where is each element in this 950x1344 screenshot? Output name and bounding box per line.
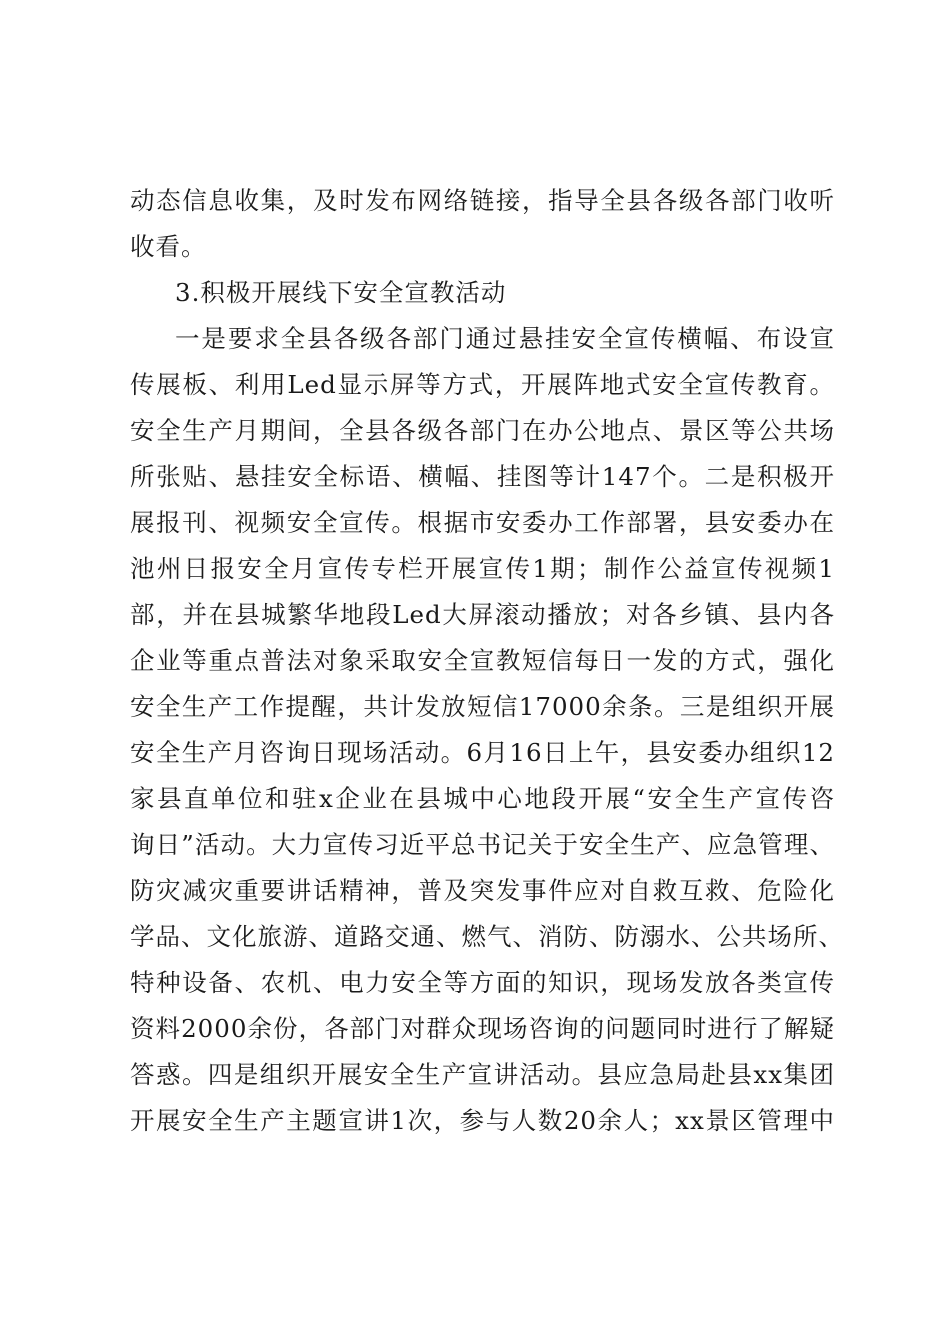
paragraph-line-5: 传展板、利用Led显示屏等方式，开展阵地式安全宣传教育。	[130, 370, 835, 399]
paragraph-line-20: 答惑。四是组织开展安全生产宣讲活动。县应急局赴县xx集团	[130, 1060, 835, 1089]
paragraph-line-10: 部，并在县城繁华地段Led大屏滚动播放；对各乡镇、县内各	[130, 600, 835, 629]
paragraph-line-9: 池州日报安全月宣传专栏开展宣传1期；制作公益宣传视频1	[130, 554, 835, 583]
paragraph-line-14: 家县直单位和驻x企业在县城中心地段开展“安全生产宣传咨	[130, 784, 835, 813]
paragraph-line-16: 防灾减灾重要讲话精神，普及突发事件应对自救互救、危险化	[130, 876, 835, 905]
paragraph-line-18: 特种设备、农机、电力安全等方面的知识，现场发放各类宣传	[130, 968, 835, 997]
paragraph-line-12: 安全生产工作提醒，共计发放短信17000余条。三是组织开展	[130, 692, 835, 721]
paragraph-line-2: 收看。	[130, 232, 207, 261]
paragraph-line-17: 学品、文化旅游、道路交通、燃气、消防、防溺水、公共场所、	[130, 922, 844, 951]
paragraph-line-8: 展报刊、视频安全宣传。根据市安委办工作部署，县安委办在	[130, 508, 835, 537]
section-heading: 3.积极开展线下安全宣教活动	[175, 278, 507, 307]
paragraph-line-13: 安全生产月咨询日现场活动。6月16日上午，县安委办组织12	[130, 738, 835, 767]
paragraph-line-6: 安全生产月期间，全县各级各部门在办公地点、景区等公共场	[130, 416, 835, 445]
paragraph-line-11: 企业等重点普法对象采取安全宣教短信每日一发的方式，强化	[130, 646, 835, 675]
paragraph-line-19: 资料2000余份，各部门对群众现场咨询的问题同时进行了解疑	[130, 1014, 835, 1043]
paragraph-line-1: 动态信息收集，及时发布网络链接，指导全县各级各部门收听	[130, 186, 835, 215]
paragraph-line-21: 开展安全生产主题宣讲1次，参与人数20余人；xx景区管理中	[130, 1106, 835, 1135]
paragraph-line-15: 询日”活动。大力宣传习近平总书记关于安全生产、应急管理、	[130, 830, 835, 859]
paragraph-line-7: 所张贴、悬挂安全标语、横幅、挂图等计147个。二是积极开	[130, 462, 835, 491]
paragraph-line-4: 一是要求全县各级各部门通过悬挂安全宣传横幅、布设宣	[175, 324, 835, 353]
